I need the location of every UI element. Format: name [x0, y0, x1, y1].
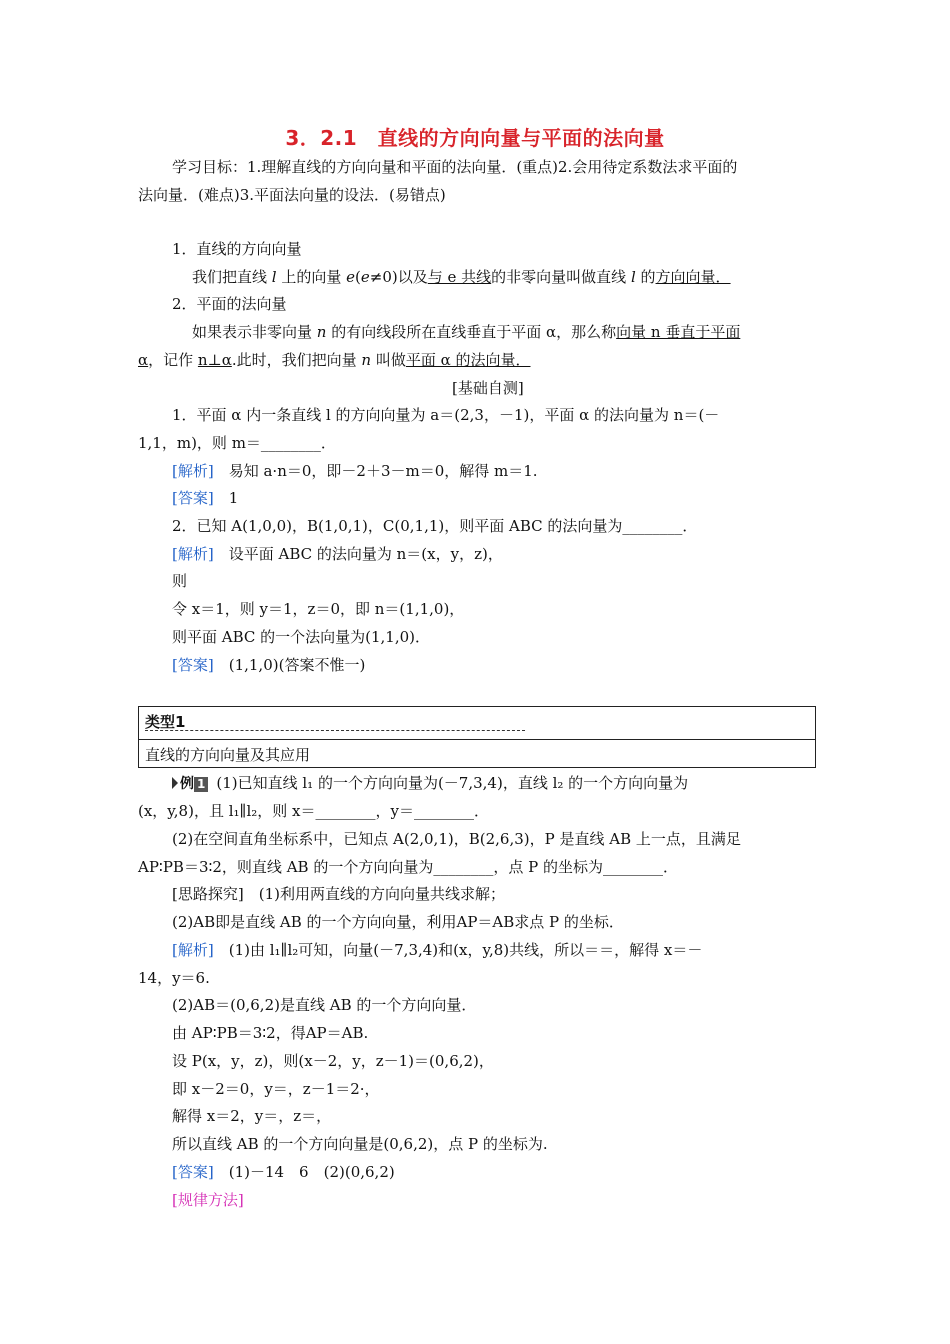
concept2-text-1: 如果表示非零向量 n 的有向线段所在直线垂直于平面 α，那么称向量 n 垂直于平面 — [192, 323, 741, 341]
q2-step-1: 则 — [172, 572, 188, 590]
answer-tag: [答案] — [172, 1163, 214, 1181]
example-analysis-2: 14，y＝6. — [138, 969, 210, 987]
type-box — [138, 706, 816, 768]
q1-line-2: 1,1，m)，则 m＝________． — [138, 434, 336, 452]
q2-analysis: [解析] 设平面 ABC 的法向量为 n＝(x，y，z)， — [172, 545, 503, 563]
concept1-text: 我们把直线 l 上的向量 e(e≠0)以及与 e 共线的非零向量叫做直线 l 的方向向量． — [192, 268, 731, 286]
concept2-heading: 2．平面的法向量 — [172, 295, 287, 313]
q2-step-2: 令 x＝1，则 y＝1，z＝0，即 n＝(1,1,0)， — [172, 600, 465, 618]
answer-tag: [答案] — [172, 489, 214, 507]
q2-answer: [答案] (1,1,0)(答案不惟一) — [172, 656, 366, 674]
analysis-tag: [解析] — [172, 941, 214, 959]
idea-line-1: [思路探究] (1)利用两直线的方向向量共线求解； — [172, 885, 505, 903]
method-tag: [规律方法] — [172, 1191, 244, 1209]
type-description: 直线的方向向量及其应用 — [145, 746, 311, 764]
example-analysis-5: 设 P(x，y，z)，则(x－2，y，z－1)＝(0,6,2)， — [172, 1052, 494, 1070]
q1-answer: [答案] 1 — [172, 489, 239, 507]
q1-line-1: 1．平面 α 内一条直线 l 的方向向量为 a＝(2,3，－1)，平面 α 的法向量为 n＝(－ — [172, 406, 720, 424]
objectives-line-1: 学习目标：1.理解直线的方向向量和平面的法向量．(重点)2.会用待定系数法求平面的 — [172, 158, 738, 176]
objectives-line-2: 法向量．(难点)3.平面法向量的设法．(易错点) — [138, 186, 446, 204]
q2-step-3: 则平面 ABC 的一个法向量为(1,1,0)． — [172, 628, 431, 646]
analysis-tag: [解析] — [172, 545, 214, 563]
example-analysis-6: 即 x－2＝0，y＝，z－1＝2·， — [172, 1080, 380, 1098]
idea-tag: [思路探究] — [172, 885, 244, 903]
concept1-heading: 1．直线的方向向量 — [172, 240, 302, 258]
box-divider — [139, 739, 815, 740]
q2-line-1: 2．已知 A(1,0,0)，B(1,0,1)，C(0,1,1)，则平面 ABC 的法向量为________． — [172, 517, 698, 535]
type-label: 类型1 — [145, 713, 186, 731]
example-2-line-1: (2)在空间直角坐标系中，已知点 A(2,0,1)，B(2,6,3)，P 是直线 AB 上一点，且满足 — [172, 830, 741, 848]
q1-analysis: [解析] 易知 a·n＝0，即－2＋3－m＝0，解得 m＝1. — [172, 462, 538, 480]
example-analysis-4: 由 AP∶PB＝3∶2，得AP＝AB. — [172, 1024, 369, 1042]
example-badge: 例 1 — [172, 773, 208, 795]
idea-line-2: (2)AB即是直线 AB 的一个方向向量，利用AP＝AB求点 P 的坐标． — [172, 913, 624, 931]
dashed-divider — [145, 730, 525, 731]
example-analysis-1: [解析] (1)由 l₁∥l₂可知，向量(－7,3,4)和(x，y,8)共线，所以＝＝，解得 x＝－ — [172, 941, 703, 959]
analysis-tag: [解析] — [172, 462, 214, 480]
concept2-text-2: α，记作 n⊥α.此时，我们把向量 n 叫做平面 α 的法向量． — [138, 351, 531, 369]
triangle-icon — [172, 777, 178, 789]
self-test-heading: [基础自测] — [452, 379, 524, 397]
example-analysis-3: (2)AB＝(0,6,2)是直线 AB 的一个方向向量． — [172, 996, 477, 1014]
example-answer: [答案] (1)－14 6 (2)(0,6,2) — [172, 1163, 395, 1181]
example-2-line-2: AP∶PB＝3∶2，则直线 AB 的一个方向向量为________，点 P 的坐标为________． — [138, 858, 678, 876]
example-analysis-8: 所以直线 AB 的一个方向向量是(0,6,2)，点 P 的坐标为. — [172, 1135, 548, 1153]
example-analysis-7: 解得 x＝2，y＝，z＝， — [172, 1107, 332, 1125]
example-1-line-1: 例 1 (1)已知直线 l₁ 的一个方向向量为(－7,3,4)，直线 l₂ 的一个方向向量为 — [172, 772, 688, 795]
answer-tag: [答案] — [172, 656, 214, 674]
example-1-line-2: (x，y,8)，且 l₁∥l₂，则 x＝________，y＝________． — [138, 802, 489, 820]
page-title: 3．2.1 直线的方向向量与平面的法向量 — [285, 126, 665, 150]
